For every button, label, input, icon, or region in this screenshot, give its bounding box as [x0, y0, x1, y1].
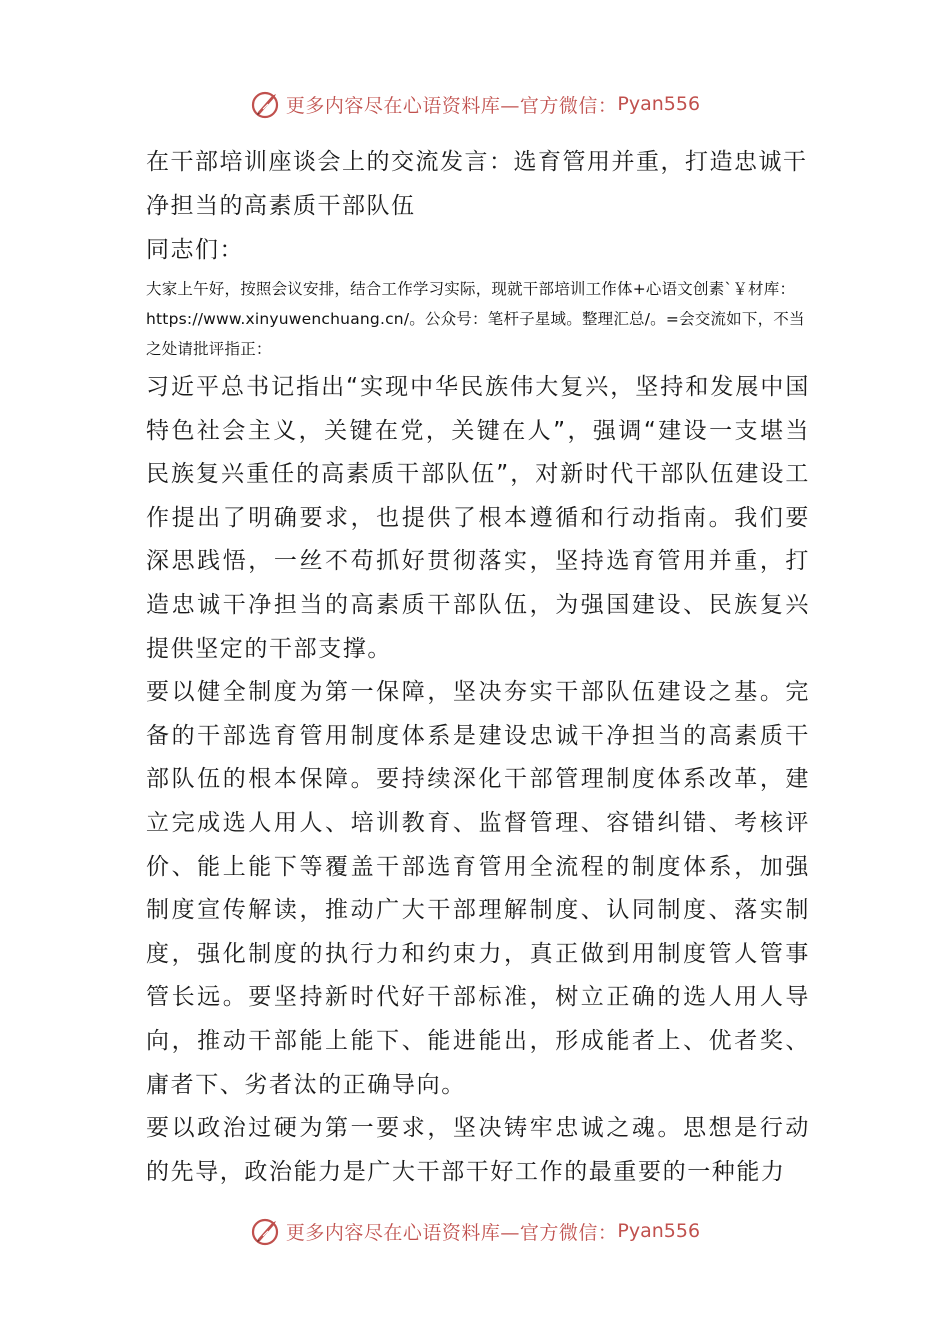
header-wechat-id: Pyan556: [617, 93, 701, 115]
header-banner-text: 更多内容尽在心语资料库—官方微信：: [285, 94, 618, 117]
body-paragraph: 习近平总书记指出“实现中华民族伟大复兴，坚持和发展中国特色社会主义，关键在党，关键在人”，强调“建设一支堪当民族复兴重任的高素质干部队伍”，对新时代干部队伍建设工作提出了明确要求，也提供了根本遵循和行动指南。我们要深思践悟，一丝不苟抓好贯彻落实，坚持选育管用并重，打造忠诚干净担当的高素质干部队伍，为强国建设、民族复兴提供坚定的干部支撑。: [146, 374, 810, 662]
document-title: 在干部培训座谈会上的交流发言：选育管用并重，打造忠诚干净担当的高素质干部队伍: [146, 149, 808, 219]
header-banner: [0, 84, 950, 124]
footer-banner: [0, 1211, 950, 1251]
salutation: 同志们：: [146, 237, 244, 263]
document-body: [146, 140, 810, 1194]
pen-nib-logo-icon: [250, 1215, 282, 1247]
pen-nib-logo-icon: [250, 88, 282, 120]
body-paragraph: 要以政治过硬为第一要求，坚决铸牢忠诚之魂。思想是行动的先导，政治能力是广大干部干好工作的最重要的一种能力: [146, 1115, 810, 1185]
body-paragraph: 要以健全制度为第一保障，坚决夯实干部队伍建设之基。完备的干部选育管用制度体系是建设忠诚干净担当的高素质干部队伍的根本保障。要持续深化干部管理制度体系改革，建立完成选人用人、培训教育、监督管理、容错纠错、考核评价、能上能下等覆盖干部选育管用全流程的制度体系，加强制度宣传解读，推动广大干部理解制度、认同制度、落实制度，强化制度的执行力和约束力，真正做到用制度管人管事管长远。要坚持新时代好干部标准，树立正确的选人用人导向，推动干部能上能下、能进能出，形成能者上、优者奖、庸者下、劣者汰的正确导向。: [146, 679, 810, 1098]
footer-banner-text: 更多内容尽在心语资料库—官方微信：: [285, 1221, 618, 1244]
footer-wechat-id: Pyan556: [617, 1220, 701, 1242]
intro-paragraph: 大家上午好，按照会议安排，结合工作学习实际，现就干部培训工作体+心语文创素`￥材库：https://www.xinyuwenchuang.cn/。公众号：笔杆子星域。整理汇总/。=会交流如下，不当之处请批评指正：: [146, 280, 805, 358]
